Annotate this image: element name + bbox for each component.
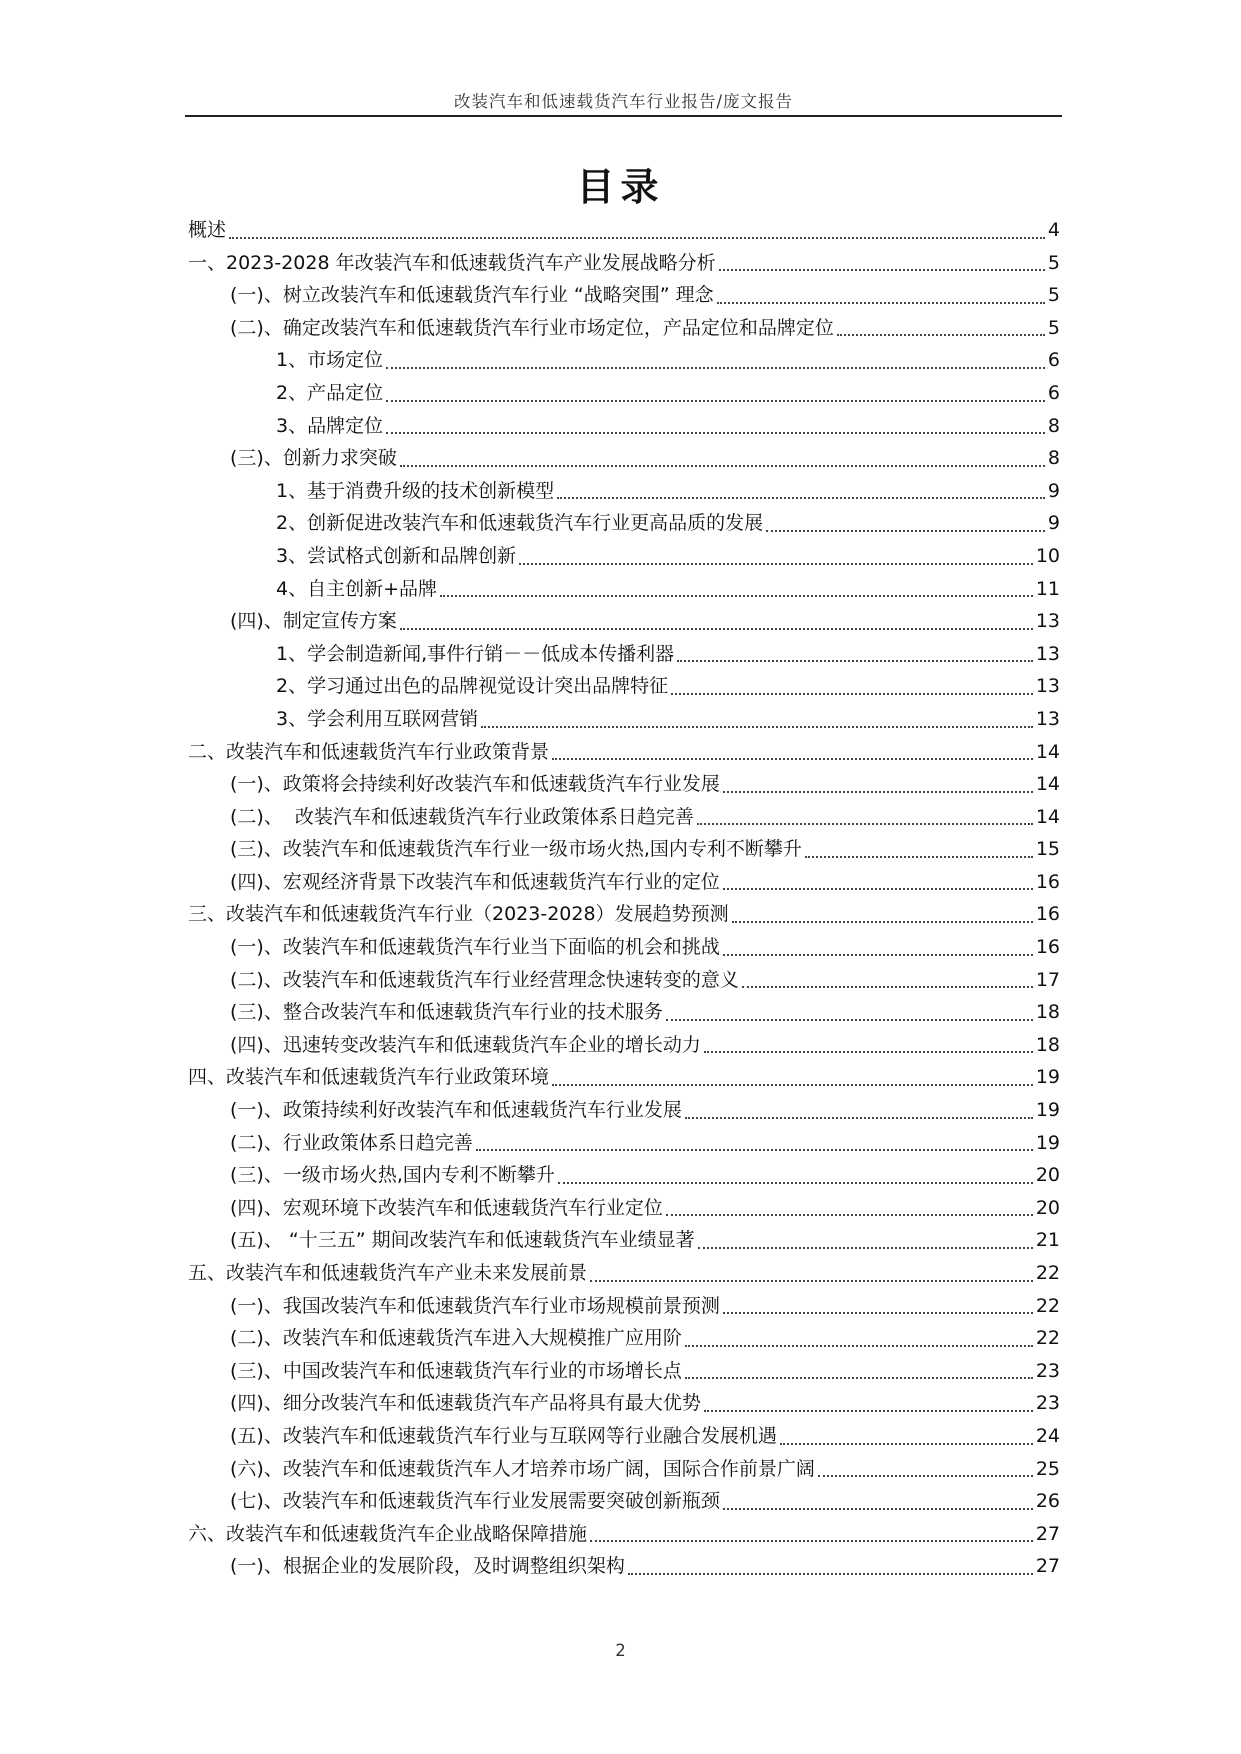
toc-entry-page: 15: [1035, 838, 1060, 861]
toc-entry[interactable]: [188, 540, 1060, 573]
toc-leader-dots: [698, 1246, 1033, 1249]
toc-entry[interactable]: [188, 1159, 1060, 1192]
toc-entry-title: (四)、迅速转变改装汽车和低速载货汽车企业的增长动力: [230, 1033, 701, 1056]
toc-leader-dots: [519, 562, 1033, 565]
toc-entry[interactable]: [188, 1550, 1060, 1583]
toc-entry-page: 18: [1035, 1033, 1060, 1056]
toc-entry-page: 13: [1035, 707, 1060, 730]
toc-entry-page: 13: [1035, 642, 1060, 665]
toc-leader-dots: [719, 268, 1045, 271]
table-of-contents: [188, 214, 1060, 1583]
toc-leader-dots: [685, 1376, 1033, 1379]
toc-entry-page: 27: [1035, 1555, 1060, 1578]
toc-entry-title: (七)、改装汽车和低速载货汽车行业发展需要突破创新瓶颈: [230, 1490, 720, 1513]
toc-entry-title: (一)、政策持续利好改装汽车和低速载货汽车行业发展: [230, 1099, 682, 1122]
toc-entry-title: 3、学会利用互联网营销: [276, 707, 479, 730]
toc-entry[interactable]: [188, 964, 1060, 997]
toc-entry-title: (一)、政策将会持续利好改装汽车和低速载货汽车行业发展: [230, 773, 720, 796]
toc-entry-title: (二)、 改装汽车和低速载货汽车行业政策体系日趋完善: [230, 805, 694, 828]
toc-entry-title: 概述: [188, 219, 227, 241]
toc-entry-page: 19: [1035, 1099, 1060, 1122]
toc-entry-title: 二、改装汽车和低速载货汽车行业政策背景: [188, 740, 550, 763]
toc-leader-dots: [440, 594, 1033, 597]
toc-leader-dots: [400, 627, 1033, 630]
running-header: 改装汽车和低速载货汽车行业报告/庞文报告: [453, 92, 794, 111]
toc-leader-dots: [723, 790, 1033, 793]
toc-entry[interactable]: [188, 670, 1060, 703]
toc-entry-page: 20: [1035, 1164, 1060, 1187]
toc-entry-title: (四)、宏观环境下改装汽车和低速载货汽车行业定位: [230, 1196, 663, 1219]
toc-leader-dots: [557, 496, 1045, 499]
toc-entry-title: (一)、根据企业的发展阶段，及时调整组织架构: [230, 1555, 625, 1578]
toc-entry-title: 三、改装汽车和低速载货汽车行业（2023-2028）发展趋势预测: [188, 903, 729, 926]
toc-entry-page: 13: [1035, 675, 1060, 698]
toc-entry-page: 26: [1035, 1490, 1060, 1513]
toc-entry[interactable]: [188, 1420, 1060, 1453]
toc-entry-title: 3、尝试格式创新和品牌创新: [276, 544, 517, 567]
page-number: 2: [615, 1641, 626, 1660]
toc-entry[interactable]: [188, 833, 1060, 866]
toc-leader-dots: [723, 887, 1033, 890]
toc-entry-page: 23: [1035, 1359, 1060, 1382]
toc-entry[interactable]: [188, 801, 1060, 834]
toc-leader-dots: [704, 1409, 1033, 1412]
toc-entry-title: (六)、改装汽车和低速载货汽车人才培养市场广阔，国际合作前景广阔: [230, 1457, 815, 1480]
toc-entry[interactable]: [188, 573, 1060, 606]
toc-entry-page: 19: [1035, 1131, 1060, 1154]
toc-leader-dots: [742, 985, 1033, 988]
toc-entry[interactable]: [188, 279, 1060, 312]
toc-leader-dots: [590, 1279, 1033, 1282]
toc-leader-dots: [671, 692, 1033, 695]
toc-entry-page: 5: [1047, 284, 1060, 307]
toc-entry-title: (三)、改装汽车和低速载货汽车行业一级市场火热,国内专利不断攀升: [230, 838, 802, 861]
toc-leader-dots: [717, 301, 1045, 304]
toc-entry[interactable]: [188, 1453, 1060, 1486]
toc-entry[interactable]: [188, 1061, 1060, 1094]
toc-entry[interactable]: [188, 931, 1060, 964]
toc-entry-title: (二)、改装汽车和低速载货汽车行业经营理念快速转变的意义: [230, 968, 739, 991]
toc-entry[interactable]: [188, 1387, 1060, 1420]
toc-leader-dots: [552, 757, 1033, 760]
toc-entry-page: 14: [1035, 773, 1060, 796]
toc-leader-dots: [837, 333, 1045, 336]
toc-title: 目录: [576, 164, 665, 209]
toc-entry-page: 17: [1035, 968, 1060, 991]
toc-leader-dots: [558, 1181, 1033, 1184]
toc-entry[interactable]: [188, 1322, 1060, 1355]
toc-entry-page: 20: [1035, 1196, 1060, 1219]
toc-entry-page: 27: [1035, 1522, 1060, 1545]
toc-leader-dots: [400, 464, 1045, 467]
toc-entry-page: 11: [1035, 577, 1060, 600]
toc-leader-dots: [229, 236, 1045, 239]
toc-entry[interactable]: [188, 768, 1060, 801]
toc-leader-dots: [386, 399, 1045, 402]
toc-entry-page: 16: [1035, 936, 1060, 959]
toc-entry-title: 1、市场定位: [276, 349, 384, 372]
toc-entry-page: 9: [1047, 512, 1060, 535]
header-rule: [185, 115, 1062, 117]
toc-entry-page: 25: [1035, 1457, 1060, 1480]
toc-entry[interactable]: [188, 377, 1060, 410]
toc-entry[interactable]: [188, 1029, 1060, 1062]
toc-entry-title: 四、改装汽车和低速载货汽车行业政策环境: [188, 1066, 550, 1089]
toc-entry-title: 4、自主创新+品牌: [276, 577, 438, 600]
toc-entry[interactable]: [188, 1192, 1060, 1225]
toc-leader-dots: [685, 1116, 1033, 1119]
toc-entry[interactable]: [188, 866, 1060, 899]
toc-entry-page: 10: [1035, 544, 1060, 567]
toc-entry-title: (一)、我国改装汽车和低速载货汽车行业市场规模前景预测: [230, 1294, 720, 1317]
toc-leader-dots: [552, 1083, 1033, 1086]
toc-leader-dots: [481, 725, 1033, 728]
toc-entry[interactable]: [188, 1290, 1060, 1323]
toc-entry-title: 五、改装汽车和低速载货汽车产业未来发展前景: [188, 1262, 588, 1284]
toc-leader-dots: [704, 1050, 1033, 1053]
toc-leader-dots: [732, 920, 1033, 923]
toc-leader-dots: [666, 1018, 1033, 1021]
toc-entry[interactable]: [188, 703, 1060, 736]
toc-entry-page: 22: [1035, 1262, 1060, 1284]
toc-leader-dots: [677, 659, 1033, 662]
toc-entry-page: 14: [1035, 805, 1060, 828]
toc-entry[interactable]: [188, 442, 1060, 475]
toc-leader-dots: [386, 366, 1045, 369]
toc-entry[interactable]: [188, 605, 1060, 638]
toc-entry-title: 2、创新促进改装汽车和低速载货汽车行业更高品质的发展: [276, 512, 764, 535]
toc-entry-title: (四)、宏观经济背景下改装汽车和低速载货汽车行业的定位: [230, 870, 720, 893]
toc-leader-dots: [685, 1344, 1033, 1347]
toc-entry-title: (一)、树立改装汽车和低速载货汽车行业 “战略突围” 理念: [230, 284, 714, 307]
toc-leader-dots: [723, 953, 1033, 956]
toc-entry[interactable]: [188, 1224, 1060, 1257]
toc-entry[interactable]: [188, 1518, 1060, 1551]
toc-entry-title: (三)、整合改装汽车和低速载货汽车行业的技术服务: [230, 1001, 663, 1024]
toc-entry[interactable]: [188, 214, 1060, 247]
toc-entry[interactable]: [188, 996, 1060, 1029]
toc-entry-title: 2、产品定位: [276, 381, 384, 404]
toc-entry-page: 8: [1047, 414, 1060, 437]
toc-entry-title: (二)、改装汽车和低速载货汽车进入大规模推广应用阶: [230, 1327, 682, 1350]
toc-entry-title: 2、学习通过出色的品牌视觉设计突出品牌特征: [276, 675, 669, 698]
toc-entry-page: 22: [1035, 1294, 1060, 1317]
toc-entry-title: (四)、制定宣传方案: [230, 610, 397, 633]
toc-entry-title: (四)、细分改装汽车和低速载货汽车产品将具有最大优势: [230, 1392, 701, 1415]
toc-entry-title: 1、基于消费升级的技术创新模型: [276, 479, 555, 502]
toc-entry[interactable]: [188, 898, 1060, 931]
toc-entry-page: 13: [1035, 610, 1060, 633]
toc-entry-title: 1、学会制造新闻,事件行销－－低成本传播利器: [276, 642, 675, 665]
toc-leader-dots: [723, 1311, 1033, 1314]
toc-entry-page: 5: [1047, 316, 1060, 339]
toc-leader-dots: [697, 822, 1033, 825]
toc-leader-dots: [723, 1507, 1033, 1510]
toc-leader-dots: [780, 1442, 1033, 1445]
toc-entry-page: 24: [1035, 1424, 1060, 1447]
toc-entry[interactable]: [188, 1485, 1060, 1518]
toc-entry-page: 5: [1047, 251, 1060, 274]
toc-entry-title: 3、品牌定位: [276, 414, 384, 437]
toc-entry-title: 一、2023-2028 年改装汽车和低速载货汽车产业发展战略分析: [188, 251, 716, 274]
toc-entry-page: 6: [1047, 349, 1060, 372]
toc-leader-dots: [818, 1474, 1033, 1477]
toc-entry[interactable]: [188, 344, 1060, 377]
toc-entry-title: (五)、 “十三五” 期间改装汽车和低速载货汽车业绩显著: [230, 1229, 695, 1252]
toc-entry-page: 18: [1035, 1001, 1060, 1024]
toc-entry-title: (五)、改装汽车和低速载货汽车行业与互联网等行业融合发展机遇: [230, 1424, 777, 1447]
toc-leader-dots: [386, 431, 1045, 434]
toc-entry-page: 4: [1047, 219, 1060, 241]
toc-leader-dots: [628, 1572, 1033, 1575]
toc-entry[interactable]: [188, 638, 1060, 671]
toc-entry-title: (二)、确定改装汽车和低速载货汽车行业市场定位，产品定位和品牌定位: [230, 316, 834, 339]
toc-entry-page: 16: [1035, 903, 1060, 926]
toc-entry-page: 19: [1035, 1066, 1060, 1089]
toc-entry-page: 21: [1035, 1229, 1060, 1252]
toc-leader-dots: [590, 1539, 1033, 1542]
toc-leader-dots: [805, 855, 1033, 858]
toc-entry[interactable]: [188, 1355, 1060, 1388]
toc-entry-page: 22: [1035, 1327, 1060, 1350]
toc-entry-title: (三)、中国改装汽车和低速载货汽车行业的市场增长点: [230, 1359, 682, 1382]
toc-entry-page: 9: [1047, 479, 1060, 502]
toc-entry-title: (一)、改装汽车和低速载货汽车行业当下面临的机会和挑战: [230, 936, 720, 959]
toc-entry-page: 16: [1035, 870, 1060, 893]
toc-leader-dots: [666, 1213, 1033, 1216]
toc-leader-dots: [476, 1148, 1033, 1151]
toc-entry[interactable]: [188, 312, 1060, 345]
toc-entry-page: 6: [1047, 381, 1060, 404]
toc-entry-page: 14: [1035, 740, 1060, 763]
toc-entry-title: 六、改装汽车和低速载货汽车企业战略保障措施: [188, 1522, 588, 1545]
toc-entry[interactable]: [188, 507, 1060, 540]
toc-entry[interactable]: [188, 1127, 1060, 1160]
toc-entry-page: 23: [1035, 1392, 1060, 1415]
toc-entry[interactable]: [188, 475, 1060, 508]
toc-entry-page: 8: [1047, 447, 1060, 470]
toc-entry[interactable]: [188, 247, 1060, 280]
toc-leader-dots: [766, 529, 1045, 532]
toc-entry-title: (二)、行业政策体系日趋完善: [230, 1131, 473, 1154]
toc-entry[interactable]: [188, 736, 1060, 769]
toc-entry-title: (三)、创新力求突破: [230, 447, 397, 470]
toc-entry[interactable]: [188, 1257, 1060, 1290]
toc-entry-title: (三)、一级市场火热,国内专利不断攀升: [230, 1164, 555, 1187]
toc-entry[interactable]: [188, 1094, 1060, 1127]
toc-entry[interactable]: [188, 410, 1060, 443]
